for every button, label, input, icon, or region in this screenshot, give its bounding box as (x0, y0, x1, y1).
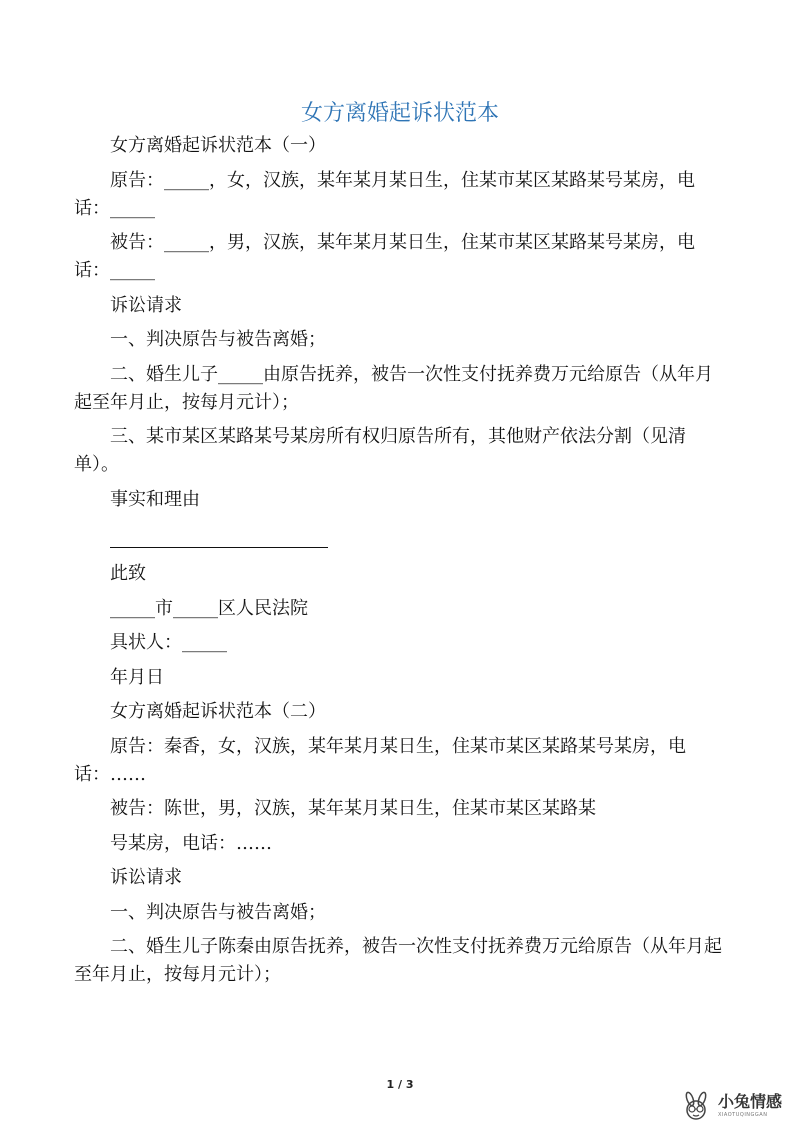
signer-line: 具状人：_____ (110, 632, 227, 653)
claims-heading: 诉讼请求 (110, 867, 182, 888)
document-title: 女方离婚起诉状范本 (300, 101, 499, 126)
claim-item: 二、婚生儿子_____由原告抚养，被告一次性支付抚养费万元给原告（从年月起至年月止，按每月元计）； (74, 363, 713, 413)
section-heading-one: 女方离婚起诉状范本（一） (110, 135, 326, 156)
facts-heading: 事实和理由 (110, 488, 200, 510)
page-number: 1 / 3 (386, 1078, 414, 1091)
court-name: _____市_____区人民法院 (110, 597, 308, 619)
section-heading-two: 女方离婚起诉状范本（二） (110, 701, 326, 722)
claim-item: 一、判决原告与被告离婚； (110, 901, 326, 923)
claim-item: 一、判决原告与被告离婚； (110, 329, 326, 350)
plaintiff-paragraph: 原告：秦香，女，汉族，某年某月某日生，住某市某区某路某号某房，电话：…… (74, 735, 686, 785)
claim-item: 二、婚生儿子陈秦由原告抚养，被告一次性支付抚养费万元给原告（从年月起至年月止，按每月元计）； (74, 936, 722, 985)
rabbit-logo-icon (680, 1091, 714, 1121)
watermark-text (718, 1094, 782, 1118)
document-body (74, 132, 724, 996)
watermark-sub: XIAOTUQINGGAN (718, 1112, 768, 1118)
watermark-brand: 小兔情感 (718, 1092, 783, 1111)
claims-heading: 诉讼请求 (110, 294, 182, 316)
defendant-paragraph: 被告：陈世，男，汉族，某年某月某日生，住某市某区某路某 (110, 798, 596, 819)
claim-item: 三、某市某区某路某号某房所有权归原告所有，其他财产依法分割（见清单）。 (74, 426, 686, 475)
defendant-paragraph: 被告：_____，男，汉族，某年某月某日生，住某市某区某路某号某房，电话：_____ (74, 232, 695, 281)
closing-salutation: 此致 (110, 563, 146, 584)
date-line: 年月日 (110, 666, 164, 688)
plaintiff-paragraph: 原告：_____，女，汉族，某年某月某日生，住某市某区某路某号某房，电话：_____ (74, 169, 695, 219)
watermark-logo (680, 1086, 788, 1126)
defendant-paragraph-continued: 号某房，电话：…… (110, 832, 272, 854)
facts-blank-line (110, 520, 328, 548)
